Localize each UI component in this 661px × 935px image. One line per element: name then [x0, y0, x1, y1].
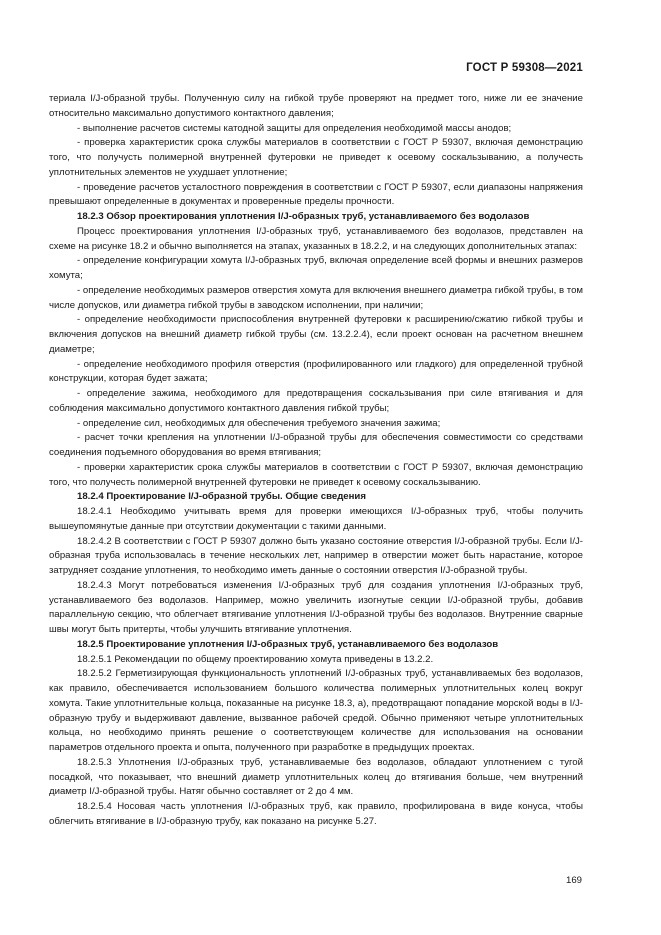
document-body	[49, 92, 583, 830]
paragraph: - определение необходимого профиля отверстия (профилированного или гладкого) для определенной трубной конструкции, которая будет зажата;	[49, 358, 583, 385]
paragraph: - проведение расчетов усталостного повреждения в соответствии с ГОСТ Р 59307, если диапазоны напряжения превышают определенные в документах и проверенные пределы прочности.	[49, 181, 583, 208]
paragraph: 18.2.5.4 Носовая часть уплотнения I/J-образных труб, как правило, профилирована в виде конуса, чтобы облегчить втягивание в I/J-образную трубу, как показано на рисунке 5.27.	[49, 801, 583, 827]
paragraph: - определение необходимости приспособления внутренней футеровки к расширению/сжатию гибкой трубы и включения допусков на внешний диаметр гибкой трубы (см. 13.2.2.4), если проект основан на расчетном внешнем диаметре;	[49, 314, 583, 355]
paragraph: 18.2.5.1 Рекомендации по общему проектированию хомута приведены в 13.2.2.	[77, 653, 434, 665]
paragraph: - определение необходимых размеров отверстия хомута для включения внешнего диаметра гибкой трубы, в том числе допусков, или диаметра гибкой трубы в заводском исполнении, при наличии;	[49, 284, 583, 311]
paragraph: - выполнение расчетов системы катодной защиты для определения необходимой массы анодов;	[77, 122, 512, 134]
paragraph: 18.2.4.2 В соответствии с ГОСТ Р 59307 должно быть указано состояние отверстия I/J-образной трубы. Если I/J-образная труба использовалась в течение нескольких лет, например в отверстии может быть нарастание, которое затрудняет создание уплотнения, то необходимо иметь данные о состоянии отверстия I/J-образной трубы.	[49, 535, 583, 576]
page-number: 169	[565, 875, 582, 886]
paragraph: териала I/J-образной трубы. Полученную силу на гибкой трубе проверяют на предмет того, ниже ли ее значение относительно максимально допустимого контактного давления;	[49, 93, 583, 119]
paragraph: 18.2.5.3 Уплотнения I/J-образных труб, устанавливаемые без водолазов, обладают уплотнением с тугой посадкой, что показывает, что внешний диаметр уплотнительных колец до втягивания больше, чем внутренний диаметр I/J-образной трубы. Натяг обычно составляет от 2 до 4 мм.	[49, 756, 583, 798]
paragraph: - проверки характеристик срока службы материалов в соответствии с ГОСТ Р 59307, включая демонстрацию того, что получесть полимерной внутренней футеровки не приведет к осевому соскальзыванию.	[49, 461, 583, 488]
section-heading: 18.2.4 Проектирование I/J-образной трубы. Общие сведения	[77, 491, 366, 503]
paragraph: 18.2.4.1 Необходимо учитывать время для проверки имеющихся I/J-образных труб, чтобы получить вышеупомянутые данные при отсутствии документации с такими данными.	[49, 506, 583, 532]
paragraph: - расчет точки крепления на уплотнении I/J-образной трубы для обеспечения совместимости со средствами соединения подъемного оборудования во время втягивания;	[49, 432, 583, 458]
paragraph: Процесс проектирования уплотнения I/J-образных труб, устанавливаемого без водолазов, представлен на схеме на рисунке 18.2 и обычно выполняется на этапах, указанных в 18.2.2, и на следующих дополнительных этапах:	[49, 225, 583, 252]
paragraph: - определение зажима, необходимого для предотвращения соскальзывания при силе втягивания и для соблюдения максимально допустимого контактного давления гибкой трубы;	[49, 388, 583, 414]
paragraph: - определение конфигурации хомута I/J-образных труб, включая определение всей формы и внешних размеров хомута;	[49, 255, 583, 281]
paragraph: 18.2.4.3 Могут потребоваться изменения I/J-образных труб для создания уплотнения I/J-образных труб, устанавливаемого без водолазов. Например, можно увеличить изогнутые секции I/J-образной трубы, добавив параллельную секцию, что облегчает втягивание уплотнения I/J-образной трубы без водолазов. Внутренние сварные швы могут быть притерты, чтобы улучшить втягивание уплотнения.	[49, 579, 583, 635]
document-id-header: ГОСТ Р 59308—2021	[466, 62, 583, 74]
paragraph: 18.2.5.2 Герметизирующая функциональность уплотнений I/J-образных труб, устанавливаемых без водолазов, как правило, обеспечивается использованием большого количества полимерных уплотнительных колец вокруг хомута. Такие уплотнительные кольца, показанные на рисунке 18.3, а), предотвращают попадание морской воды в I/J-образную трубу и выдерживают давление, вызванное рабочей средой. Обычно применяют четыре уплотнительных кольца, но необходимо принять решение о соответствующем количестве для использования на основании параметров отдельного проекта и опыта, полученного при разработке в предыдущих проектах.	[49, 668, 583, 753]
paragraph: - определение сил, необходимых для обеспечения требуемого значения зажима;	[77, 417, 441, 429]
section-heading: 18.2.3 Обзор проектирования уплотнения I/J-образных труб, устанавливаемого без водолазов	[77, 211, 530, 222]
section-heading: 18.2.5 Проектирование уплотнения I/J-образных труб, устанавливаемого без водолазов	[77, 638, 499, 650]
paragraph: - проверка характеристик срока службы материалов в соответствии с ГОСТ Р 59307, включая демонстрацию того, что получусть полимерной внутренней футеровки не приведет к осевому соскальзыванию, а получесть уплотнительных элементов не ухудшает уплотнение;	[49, 137, 583, 178]
